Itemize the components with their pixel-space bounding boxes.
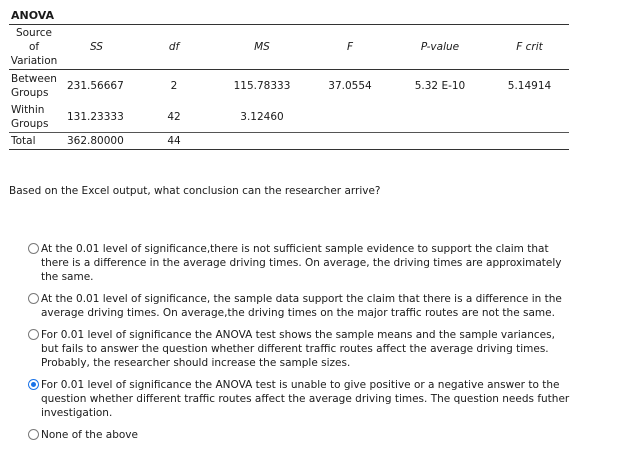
cell-df: 2 [170,80,178,92]
radio-button-icon[interactable] [28,293,39,304]
header-source-of-variation [9,25,59,70]
header-source-line3: Variation [10,55,58,67]
header-ms: MS [214,25,310,70]
cell-ss: 131.23333 [67,111,124,123]
cell-pvalue: 5.32 E-10 [414,80,466,92]
table-row [9,70,569,103]
cell-f [310,102,390,133]
cell-ss: 362.80000 [59,133,134,150]
table-row [9,133,569,150]
row-label-line1: Within [11,104,45,116]
cell-f [310,133,390,150]
header-df: df [134,25,214,70]
cell-ms: 3.12460 [240,111,284,123]
row-label [9,70,59,103]
answer-option-text: For 0.01 level of significance the ANOVA test shows the sample means and the sample variances, but fails to answer the question whether different traffic routes affect the average driving times. Probably, the researcher should increase the sample sizes. [41,329,555,369]
cell-f: 37.0554 [328,80,372,92]
answer-option-text: For 0.01 level of significance the ANOVA test is unable to give positive or a negative answer to the question whether different traffic routes affect the average driving times. The question needs futher investigation. [41,379,570,419]
row-label: Total [9,133,59,150]
header-f: F [310,25,390,70]
radio-button-icon[interactable] [28,379,39,390]
anova-title: ANOVA [11,9,55,22]
row-label-line1: Between [11,73,57,85]
header-pvalue: P-value [390,25,490,70]
anova-table [9,24,569,150]
answer-option-text: At the 0.01 level of significance, the sample data support the claim that there is a difference in the average driving times. On average,the driving times on the major traffic routes are not the same. [41,293,562,319]
row-label-line2: Groups [11,87,49,99]
answer-option-2[interactable] [29,292,574,320]
answer-option-1[interactable] [29,242,574,284]
question-text: Based on the Excel output, what conclusion can the researcher arrive? [9,185,381,197]
answer-option-text: At the 0.01 level of significance,there is not sufficient sample evidence to support the claim that there is a difference in the average driving times. On average, the driving times are approximately the same. [41,243,562,283]
cell-pvalue [390,102,490,133]
cell-fcrit [490,133,569,150]
cell-df: 42 [167,111,181,123]
answer-option-3[interactable] [29,328,574,370]
answer-options [29,242,574,450]
cell-df: 44 [134,133,214,150]
cell-ss: 231.56667 [67,80,124,92]
answer-option-5[interactable] [29,428,574,442]
anova-table-container [9,24,569,150]
table-header-row [9,25,569,70]
row-label [9,102,59,133]
answer-option-text: None of the above [41,429,138,441]
radio-button-icon[interactable] [28,329,39,340]
cell-pvalue [390,133,490,150]
radio-button-icon[interactable] [28,243,39,254]
header-fcrit: F crit [490,25,569,70]
cell-ms [214,133,310,150]
cell-fcrit: 5.14914 [507,80,552,92]
table-row [9,102,569,133]
radio-button-icon[interactable] [28,429,39,440]
header-source-line1: Source [15,27,53,39]
header-source-line2: of [28,41,40,53]
row-label-line2: Groups [11,118,49,130]
cell-ms: 115.78333 [233,80,291,92]
answer-option-4[interactable] [29,378,574,420]
header-ss: SS [59,25,134,70]
cell-fcrit [490,102,569,133]
